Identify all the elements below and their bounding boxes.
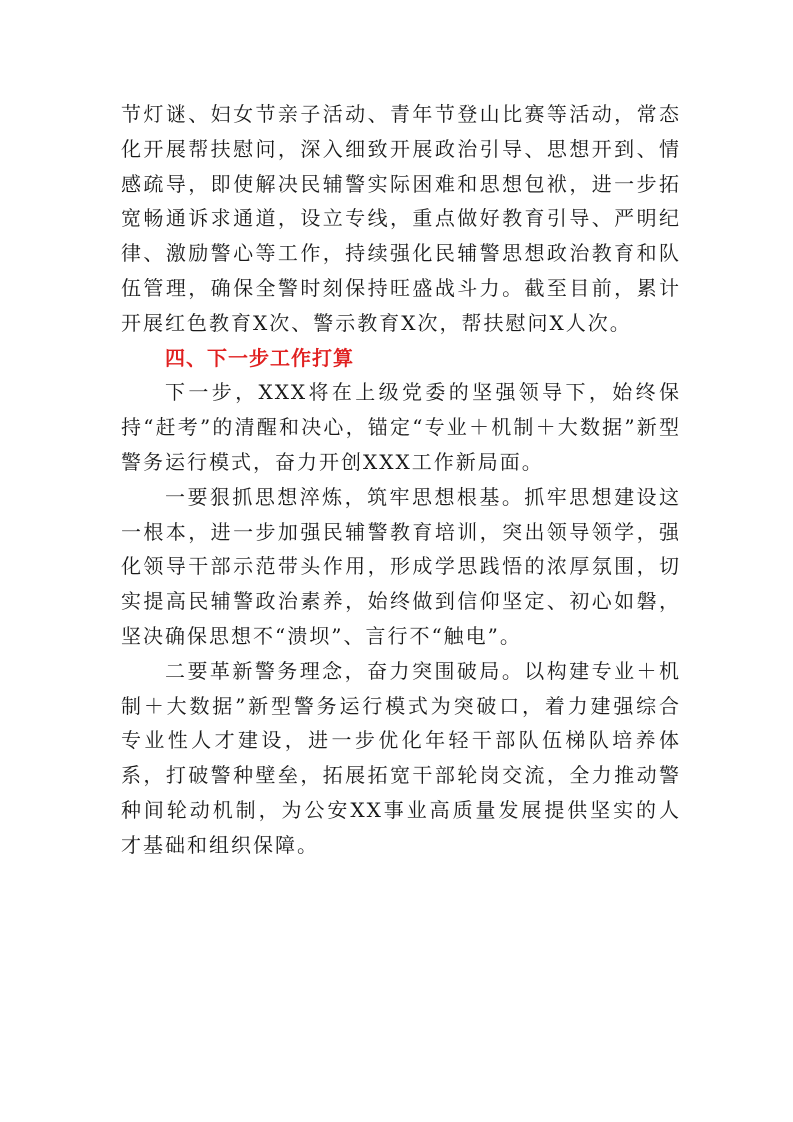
section-heading-next-steps: 四、下一步工作打算 [165, 345, 354, 370]
document-page [121, 97, 681, 863]
paragraph-point-one: 一要狠抓思想淬炼，筑牢思想根基。抓牢思想建设这一根本，进一步加强民辅警教育培训，突出领导领学，强化领导干部示范带头作用，形成学思践悟的浓厚氛围，切实提高民辅警政治素养，始终做到信仰坚定、初心如磐，坚决确保思想不“溃坝”、言行不“触电”。 [121, 484, 681, 648]
paragraph-next-step-intro: 下一步，XXX将在上级党委的坚强领导下，始终保持“赶考”的清醒和决心，锚定“专业＋机制＋大数据”新型警务运行模式，奋力开创XXX工作新局面。 [121, 380, 681, 474]
paragraph-continuation: 节灯谜、妇女节亲子活动、青年节登山比赛等活动，常态化开展帮扶慰问，深入细致开展政治引导、思想开到、情感疏导，即使解决民辅警实际困难和思想包袱，进一步拓宽畅通诉求通道，设立专线，重点做好教育引导、严明纪律、激励警心等工作，持续强化民辅警思想政治教育和队伍管理，确保全警时刻保持旺盛战斗力。截至目前，累计开展红色教育X次、警示教育X次，帮扶慰问X人次。 [121, 102, 681, 335]
paragraph-point-two: 二要革新警务理念，奋力突围破局。以构建专业＋机制＋大数据”新型警务运行模式为突破口，着力建强综合专业性人才建设，进一步优化年轻干部队伍梯队培养体系，打破警种壁垒，拓展拓宽干部轮岗交流，全力推动警种间轮动机制，为公安XX事业高质量发展提供坚实的人才基础和组织保障。 [121, 658, 681, 857]
